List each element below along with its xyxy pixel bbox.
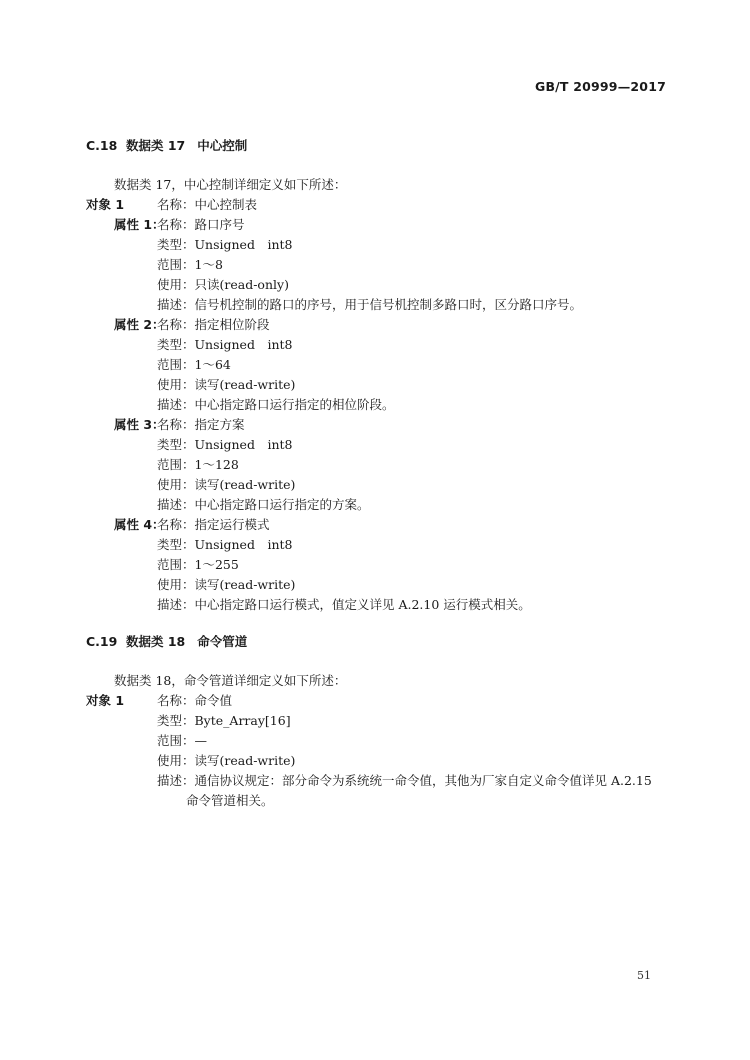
attribute-range: 范围：1～128 bbox=[157, 457, 239, 472]
attribute-description: 描述：信号机控制的路口的序号，用于信号机控制多路口时，区分路口序号。 bbox=[157, 297, 583, 312]
attribute-label: 属性 4： bbox=[114, 517, 165, 532]
object-description: 描述：通信协议规定：部分命令为系统统一命令值，其他为厂家自定义命令值详见 A.2.15 bbox=[157, 773, 652, 788]
attribute-type: 类型：Unsigned int8 bbox=[157, 337, 293, 352]
attribute-description: 描述：中心指定路口运行指定的相位阶段。 bbox=[157, 397, 395, 412]
attribute-name: 名称：指定运行模式 bbox=[157, 517, 270, 532]
section-intro: 数据类 18，命令管道详细定义如下所述： bbox=[114, 673, 347, 688]
attribute-range: 范围：1～255 bbox=[157, 557, 239, 572]
attribute-label: 属性 3： bbox=[114, 417, 165, 432]
section-title-c19 bbox=[86, 632, 247, 650]
page-number: 51 bbox=[637, 969, 651, 982]
section-number: C.18 bbox=[86, 138, 118, 153]
section-class: 数据类 18 bbox=[126, 634, 186, 649]
attribute-usage: 使用：读写(read-write) bbox=[157, 477, 296, 492]
attribute-label: 属性 1： bbox=[114, 217, 165, 232]
section-class: 数据类 17 bbox=[126, 138, 186, 153]
object-range: 范围：— bbox=[157, 733, 208, 748]
attribute-name: 名称：指定方案 bbox=[157, 417, 245, 432]
section-subject: 命令管道 bbox=[197, 634, 248, 649]
object-label: 对象 1 bbox=[86, 693, 125, 708]
attribute-description: 描述：中心指定路口运行模式，值定义详见 A.2.10 运行模式相关。 bbox=[157, 597, 531, 612]
attribute-usage: 使用：读写(read-write) bbox=[157, 577, 296, 592]
object-usage: 使用：读写(read-write) bbox=[157, 753, 296, 768]
object-type: 类型：Byte_Array[16] bbox=[157, 713, 291, 728]
attribute-description: 描述：中心指定路口运行指定的方案。 bbox=[157, 497, 370, 512]
object-name: 名称：中心控制表 bbox=[157, 197, 258, 212]
attribute-range: 范围：1～8 bbox=[157, 257, 223, 272]
attribute-usage: 使用：只读(read-only) bbox=[157, 277, 289, 292]
attribute-usage: 使用：读写(read-write) bbox=[157, 377, 296, 392]
section-title-c18 bbox=[86, 136, 247, 154]
attribute-type: 类型：Unsigned int8 bbox=[157, 237, 293, 252]
section-subject: 中心控制 bbox=[197, 138, 248, 153]
attribute-type: 类型：Unsigned int8 bbox=[157, 537, 293, 552]
attribute-name: 名称：指定相位阶段 bbox=[157, 317, 270, 332]
document-code: GB/T 20999—2017 bbox=[534, 79, 666, 94]
attribute-name: 名称：路口序号 bbox=[157, 217, 245, 232]
attribute-type: 类型：Unsigned int8 bbox=[157, 437, 293, 452]
object-description-continued: 命令管道相关。 bbox=[186, 793, 274, 808]
attribute-range: 范围：1～64 bbox=[157, 357, 231, 372]
object-label: 对象 1 bbox=[86, 197, 125, 212]
object-name: 名称：命令值 bbox=[157, 693, 233, 708]
section-number: C.19 bbox=[86, 634, 118, 649]
attribute-label: 属性 2： bbox=[114, 317, 165, 332]
section-intro: 数据类 17，中心控制详细定义如下所述： bbox=[114, 177, 347, 192]
